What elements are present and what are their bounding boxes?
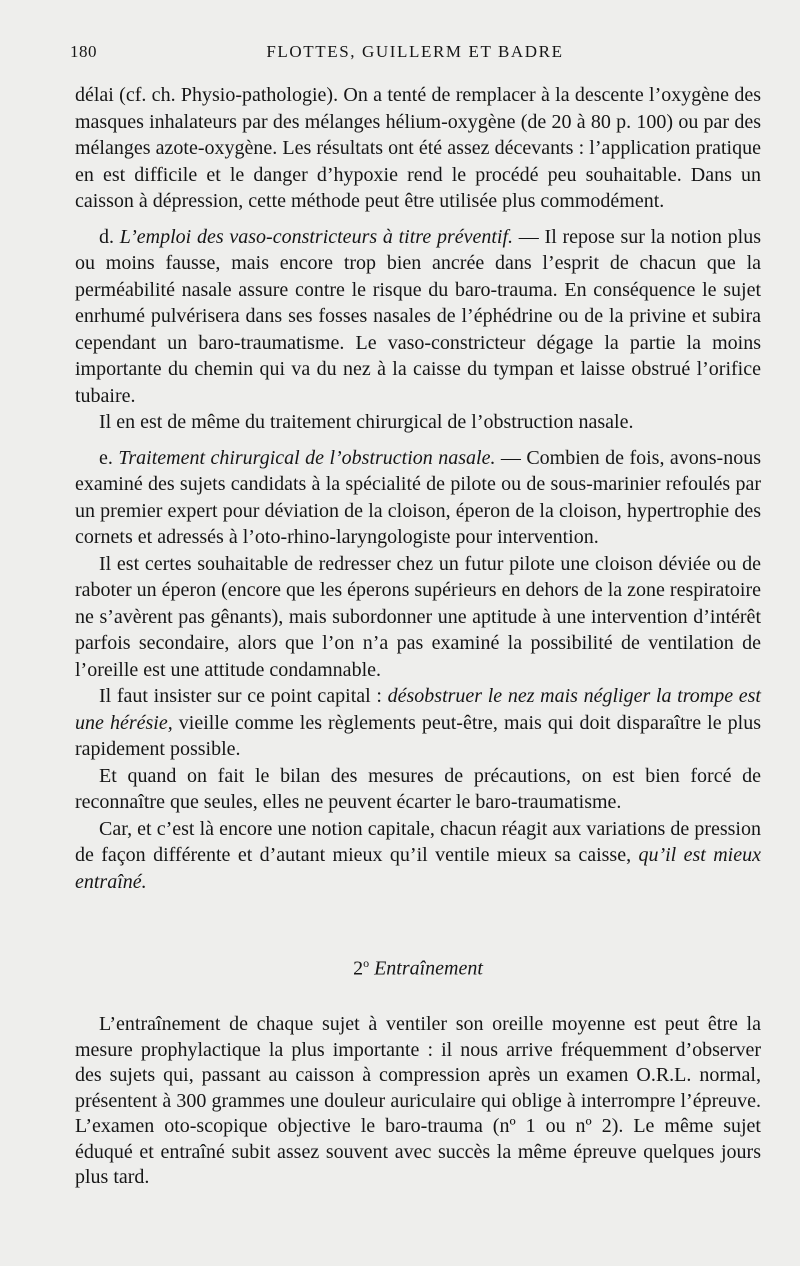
paragraph-oxygen-masks: délai (cf. ch. Physio-pathologie). On a tenté de remplacer à la descente l’oxygène des masques inhalateurs par des mélanges hélium-oxygène (de 20 à 80 p. 100) ou par des mélanges azote-oxygène. Les résultats ont été assez décevants : l’application pratique en est difficile et le danger d’hypoxie rend le procédé peu souhaitable. Dans un caisson à dépression, cette méthode peut être utilisée plus commodément. xyxy=(75,84,761,212)
paragraph-surgical-treatment xyxy=(75,445,761,551)
item-text-surgical: — Combien de fois, avons-nous examiné des sujets candidats à la spécialité de pilote ou de sous-marinier refoulés par un premier expert pour déviation de la cloison, éperon de la cloison, hypertrophie des cornets et adressés à l’oto-rhino-laryngologiste pour intervention. xyxy=(75,446,761,548)
section-number: 2 xyxy=(353,957,364,980)
page-body xyxy=(75,82,761,1191)
section-heading xyxy=(75,950,761,982)
item-text-vasoconstrictors: — Il repose sur la notion plus ou moins fausse, mais encore trop bien ancrée dans l’esprit de chacun que la perméabilité nasale assure contre le risque du baro-trauma. En conséquence le sujet enrhumé pulvérisera dans ses fosses nasales de l’éphédrine ou de la privine et subira cependant un baro-traumatisme. Le vaso-constricteur dégage la partie la moins importante du chemin qui va du nez à la caisse du tympan et laisse obstrué l’orifice tubaire. xyxy=(75,225,762,407)
paragraph-septum: Il est certes souhaitable de redresser chez un futur pilote une cloison déviée ou de raboter un éperon (encore que les éperons supérieurs en dehors de la zone respiratoire ne s’avèrent pas gênants), mais subordonner une aptitude à une intervention d’intérêt parfois secondaire, alors que l’on n’a pas examiné la possibilité de ventilation de l’oreille est une attitude condamnable. xyxy=(75,552,761,681)
running-title: FLOTTES, GUILLERM ET BADRE xyxy=(266,42,564,61)
paragraph-vasoconstrictors xyxy=(75,224,761,410)
running-header xyxy=(70,42,760,68)
section-body xyxy=(75,1012,761,1191)
page-number: 180 xyxy=(70,42,97,61)
section-title: Entraînement xyxy=(374,957,483,980)
pressure-reaction-emphasis: qu’il est mieux entraîné. xyxy=(75,844,761,893)
capital-point-lead: Il faut insister sur ce point capital : xyxy=(99,685,388,707)
item-letter-e: e. xyxy=(99,446,119,469)
paragraph-capital-point xyxy=(75,683,761,763)
item-letter-d: d. xyxy=(99,225,120,248)
paragraph-surgical-same: Il en est de même du traitement chirurgical de l’obstruction nasale. xyxy=(99,411,634,433)
pressure-reaction-lead: Car, et c’est là encore une notion capitale, chacun réagit aux variations de pression de façon différente et d’autant mieux qu’il ventile mieux sa caisse, xyxy=(75,817,761,866)
item-title-surgical: Traitement chirurgical de l’obstruction nasale. xyxy=(118,446,496,469)
capital-point-tail: vieille comme les règlements peut-être, mais qui doit disparaître le plus rapidement possible. xyxy=(75,711,761,760)
paragraph-pressure-reaction xyxy=(75,816,761,896)
paragraph-training: L’entraînement de chaque sujet à ventiler son oreille moyenne est peut être la mesure prophylactique la plus importante : il nous arrive fréquemment d’observer des sujets qui, passant au caisson à compression après un examen O.R.L. normal, présentent à 300 grammes une douleur auriculaire qui oblige à interrompre l’épreuve. L’examen oto-scopique objective le baro-trauma (nº 1 ou nº 2). Le même sujet éduqué et entraîné subit assez souvent avec succès la même épreuve quelques jours plus tard. xyxy=(75,1013,761,1189)
capital-point-emphasis: désobstruer le nez mais négliger la trompe est une hérésie, xyxy=(75,685,761,734)
paragraph-precautions: Et quand on fait le bilan des mesures de précautions, on est bien forcé de reconnaître que seules, elles ne peuvent écarter le baro-traumatisme. xyxy=(75,764,761,813)
item-title-vasoconstrictors: L’emploi des vaso-constricteurs à titre préventif. xyxy=(119,225,514,248)
section-ordinal: o xyxy=(363,956,370,970)
